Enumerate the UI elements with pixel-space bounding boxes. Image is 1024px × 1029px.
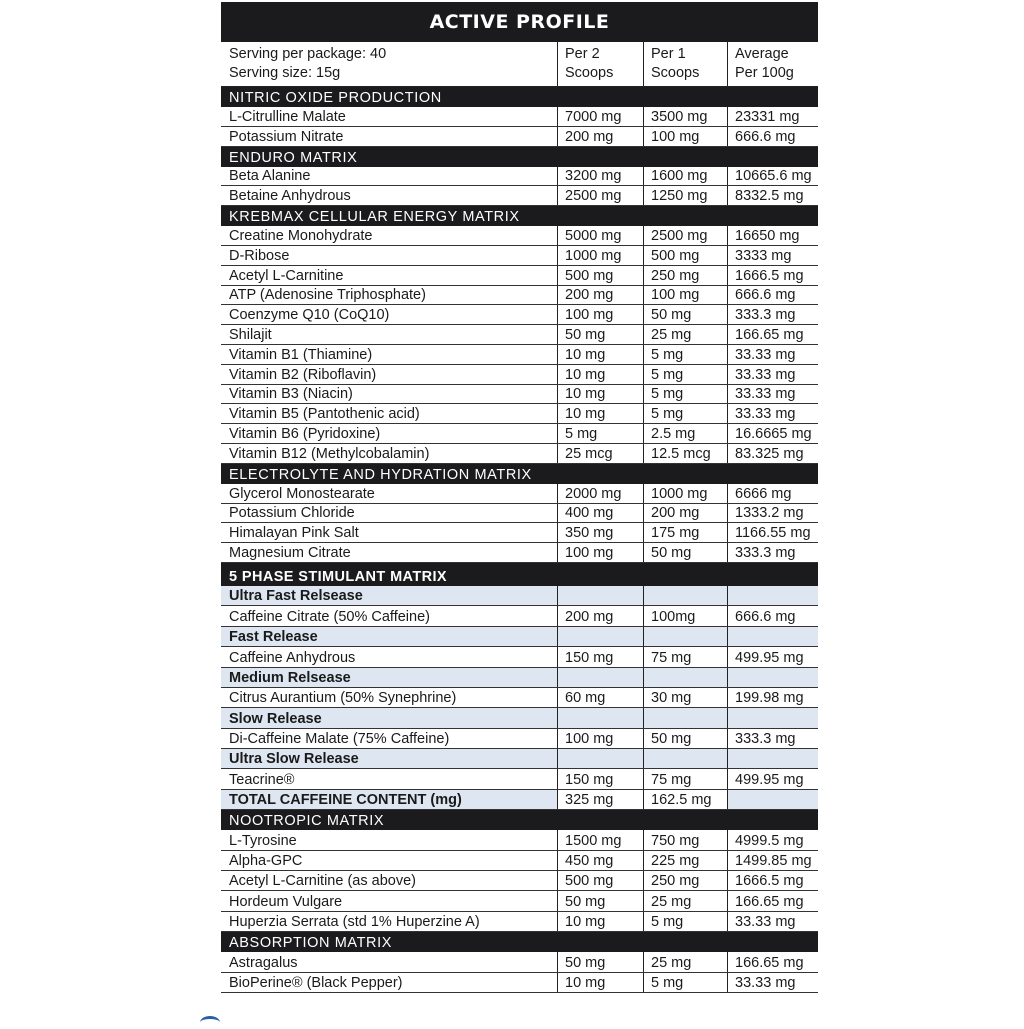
per-100g-value: 8332.5 mg	[727, 186, 818, 205]
per-1-scoop-value: 75 mg	[643, 769, 727, 788]
ingredient-row	[221, 830, 818, 850]
ingredient-row	[221, 729, 818, 749]
release-phase-row	[221, 749, 818, 769]
per-100g-value: 166.65 mg	[727, 325, 818, 344]
per-2-scoops-value	[557, 749, 643, 768]
per-2-scoops-value	[557, 586, 643, 605]
per-1-scoop-value: 5 mg	[643, 365, 727, 384]
ingredient-name: L-Tyrosine	[229, 832, 297, 849]
ingredient-row	[221, 167, 818, 187]
per-1-scoop-value	[643, 627, 727, 646]
ingredient-name: TOTAL CAFFEINE CONTENT (mg)	[221, 790, 557, 809]
per-100g-value	[727, 586, 818, 605]
ingredient-row	[221, 543, 818, 563]
per-2-scoops-value: 100 mg	[557, 729, 643, 748]
per-2-scoops-value: 500 mg	[557, 871, 643, 890]
per-2-scoops-value: 200 mg	[557, 127, 643, 146]
ingredient-name: Coenzyme Q10 (CoQ10)	[229, 307, 390, 324]
per-100g-value: 166.65 mg	[727, 952, 818, 971]
ingredient-row	[221, 107, 818, 127]
per-2-scoops-value: 1500 mg	[557, 830, 643, 849]
per-100g-value: 166.65 mg	[727, 891, 818, 910]
ingredient-row	[221, 365, 818, 385]
per-1-scoop-value	[643, 586, 727, 605]
per-1-scoop-value: 200 mg	[643, 504, 727, 523]
per-1-scoop-value: 25 mg	[643, 325, 727, 344]
per-2-scoops-value: 7000 mg	[557, 107, 643, 126]
per-1-scoop-value: 30 mg	[643, 688, 727, 707]
per-1-scoop-value: 250 mg	[643, 871, 727, 890]
section-header: 5 PHASE STIMULANT MATRIX	[221, 563, 818, 586]
per-2-scoops-value: 5000 mg	[557, 226, 643, 245]
col-header-line: Per 100g	[735, 65, 794, 81]
ingredient-row	[221, 891, 818, 911]
per-2-scoops-value: 400 mg	[557, 504, 643, 523]
ingredient-row	[221, 769, 818, 789]
serving-size: Serving size: 15g	[229, 65, 341, 81]
section-header: KREBMAX CELLULAR ENERGY MATRIX	[221, 206, 818, 226]
per-100g-value: 666.6 mg	[727, 606, 818, 625]
per-2-scoops-value: 150 mg	[557, 647, 643, 666]
per-1-scoop-value: 225 mg	[643, 851, 727, 870]
per-100g-value: 499.95 mg	[727, 769, 818, 788]
col-header-line: Scoops	[651, 65, 700, 81]
release-phase-row	[221, 668, 818, 688]
per-2-scoops-value	[557, 627, 643, 646]
ingredient-name: Glycerol Monostearate	[229, 485, 375, 502]
per-2-scoops-value: 100 mg	[557, 305, 643, 324]
ingredient-name: Vitamin B6 (Pyridoxine)	[229, 425, 381, 442]
per-2-scoops-value: 2500 mg	[557, 186, 643, 205]
ingredient-name: Acetyl L-Carnitine (as above)	[229, 873, 416, 890]
ingredient-name: Astragalus	[229, 954, 298, 971]
ingredient-row	[221, 871, 818, 891]
ingredient-row	[221, 266, 818, 286]
per-2-scoops-value: 10 mg	[557, 385, 643, 404]
per-1-scoop-value: 50 mg	[643, 305, 727, 324]
per-2-scoops-value: 60 mg	[557, 688, 643, 707]
per-1-scoop-value	[643, 708, 727, 727]
ingredient-name: L-Citrulline Malate	[229, 108, 346, 125]
ingredient-name: Ultra Fast Relsease	[229, 588, 363, 605]
per-100g-value	[727, 790, 818, 809]
ingredient-name: Citrus Aurantium (50% Synephrine)	[229, 690, 457, 707]
ingredient-row	[221, 325, 818, 345]
ingredient-name: Di-Caffeine Malate (75% Caffeine)	[229, 731, 450, 748]
per-100g-value: 333.3 mg	[727, 543, 818, 562]
per-2-scoops-value: 200 mg	[557, 286, 643, 305]
per-100g-value: 16650 mg	[727, 226, 818, 245]
per-1-scoop-value: 1600 mg	[643, 167, 727, 186]
per-100g-value: 33.33 mg	[727, 404, 818, 423]
sections-container	[221, 87, 818, 993]
per-1-scoop-value: 5 mg	[643, 385, 727, 404]
per-1-scoop-value: 12.5 mcg	[643, 444, 727, 463]
section-header: NOOTROPIC MATRIX	[221, 810, 818, 830]
logo-fragment	[200, 1016, 220, 1029]
col-header-line: Per 1	[651, 46, 686, 62]
ingredient-name: Vitamin B2 (Riboflavin)	[229, 366, 377, 383]
per-100g-value: 23331 mg	[727, 107, 818, 126]
ingredient-row	[221, 952, 818, 972]
ingredient-name: Fast Release	[229, 629, 318, 646]
ingredient-name: Creatine Monohydrate	[229, 227, 373, 244]
serving-header	[221, 42, 818, 87]
per-2-scoops-value: 150 mg	[557, 769, 643, 788]
ingredient-row	[221, 504, 818, 524]
per-1-scoop-value: 1250 mg	[643, 186, 727, 205]
ingredient-name: Hordeum Vulgare	[229, 893, 343, 910]
per-100g-value: 499.95 mg	[727, 647, 818, 666]
ingredient-name: Vitamin B1 (Thiamine)	[229, 346, 373, 363]
ingredient-name: Magnesium Citrate	[229, 544, 351, 561]
per-2-scoops-value: 10 mg	[557, 973, 643, 992]
per-100g-value: 1166.55 mg	[727, 523, 818, 542]
per-1-scoop-value: 75 mg	[643, 647, 727, 666]
per-100g-value: 3333 mg	[727, 246, 818, 265]
per-2-scoops-value: 10 mg	[557, 345, 643, 364]
ingredient-row	[221, 606, 818, 626]
per-2-scoops-value: 100 mg	[557, 543, 643, 562]
col-header-line: Scoops	[565, 65, 614, 81]
per-100g-value	[727, 749, 818, 768]
per-1-scoop-value: 175 mg	[643, 523, 727, 542]
ingredient-name: Acetyl L-Carnitine	[229, 267, 344, 284]
release-phase-row	[221, 708, 818, 728]
section-header: NITRIC OXIDE PRODUCTION	[221, 87, 818, 107]
ingredient-name: Slow Release	[229, 710, 322, 727]
per-2-scoops-value	[557, 668, 643, 687]
per-2-scoops-value: 25 mcg	[557, 444, 643, 463]
section-header: ABSORPTION MATRIX	[221, 932, 818, 952]
per-100g-value: 10665.6 mg	[727, 167, 818, 186]
per-2-scoops-value: 10 mg	[557, 365, 643, 384]
per-1-scoop-value: 5 mg	[643, 912, 727, 931]
per-2-scoops-value: 10 mg	[557, 912, 643, 931]
per-2-scoops-value: 350 mg	[557, 523, 643, 542]
per-1-scoop-value: 25 mg	[643, 891, 727, 910]
ingredient-row	[221, 523, 818, 543]
ingredient-row	[221, 345, 818, 365]
ingredient-name: Caffeine Anhydrous	[229, 649, 356, 666]
ingredient-row	[221, 305, 818, 325]
per-100g-value: 83.325 mg	[727, 444, 818, 463]
per-1-scoop-value: 1000 mg	[643, 484, 727, 503]
per-2-scoops-value: 200 mg	[557, 606, 643, 625]
col-header-per-1-scoop	[643, 42, 727, 86]
per-1-scoop-value: 2500 mg	[643, 226, 727, 245]
per-2-scoops-value: 1000 mg	[557, 246, 643, 265]
ingredient-row	[221, 186, 818, 206]
section-header: ENDURO MATRIX	[221, 147, 818, 167]
per-1-scoop-value: 162.5 mg	[643, 790, 727, 809]
ingredient-row	[221, 912, 818, 932]
ingredient-name: Vitamin B12 (Methylcobalamin)	[229, 445, 430, 462]
col-header-line: Per 2	[565, 46, 600, 62]
per-2-scoops-value: 325 mg	[557, 790, 643, 809]
release-phase-row	[221, 586, 818, 606]
per-2-scoops-value: 50 mg	[557, 325, 643, 344]
per-1-scoop-value: 3500 mg	[643, 107, 727, 126]
ingredient-row	[221, 286, 818, 306]
per-100g-value: 33.33 mg	[727, 365, 818, 384]
col-header-line: Average	[735, 46, 789, 62]
ingredient-name: Vitamin B3 (Niacin)	[229, 386, 353, 403]
col-header-per-100g	[727, 42, 818, 86]
ingredient-row	[221, 424, 818, 444]
ingredient-row	[221, 226, 818, 246]
per-100g-value: 4999.5 mg	[727, 830, 818, 849]
ingredient-name: Himalayan Pink Salt	[229, 525, 359, 542]
per-100g-value: 33.33 mg	[727, 385, 818, 404]
ingredient-name: Huperzia Serrata (std 1% Huperzine A)	[229, 914, 480, 931]
per-100g-value	[727, 708, 818, 727]
ingredient-name: Vitamin B5 (Pantothenic acid)	[229, 406, 420, 423]
per-2-scoops-value: 3200 mg	[557, 167, 643, 186]
per-1-scoop-value: 750 mg	[643, 830, 727, 849]
ingredient-row	[221, 444, 818, 464]
per-1-scoop-value: 2.5 mg	[643, 424, 727, 443]
per-100g-value: 16.6665 mg	[727, 424, 818, 443]
per-2-scoops-value: 10 mg	[557, 404, 643, 423]
per-100g-value	[727, 668, 818, 687]
ingredient-row	[221, 404, 818, 424]
ingredient-row	[221, 688, 818, 708]
col-header-per-2-scoops	[557, 42, 643, 86]
servings-per-package: Serving per package: 40	[229, 46, 387, 62]
ingredient-row	[221, 851, 818, 871]
per-100g-value: 199.98 mg	[727, 688, 818, 707]
ingredient-name: Caffeine Citrate (50% Caffeine)	[229, 608, 430, 625]
ingredient-name: Beta Alanine	[229, 168, 311, 185]
per-2-scoops-value: 50 mg	[557, 891, 643, 910]
serving-info	[221, 42, 557, 86]
per-2-scoops-value: 2000 mg	[557, 484, 643, 503]
panel-title: ACTIVE PROFILE	[221, 2, 818, 42]
per-1-scoop-value	[643, 749, 727, 768]
per-100g-value: 33.33 mg	[727, 345, 818, 364]
ingredient-row	[221, 127, 818, 147]
per-100g-value: 1666.5 mg	[727, 266, 818, 285]
ingredient-name: ATP (Adenosine Triphosphate)	[229, 287, 426, 304]
per-100g-value: 333.3 mg	[727, 729, 818, 748]
per-1-scoop-value: 100mg	[643, 606, 727, 625]
supplement-facts-panel	[221, 2, 818, 993]
ingredient-name: D-Ribose	[229, 247, 290, 264]
per-1-scoop-value: 5 mg	[643, 345, 727, 364]
ingredient-name: Betaine Anhydrous	[229, 188, 351, 205]
per-100g-value: 33.33 mg	[727, 912, 818, 931]
ingredient-name: Teacrine®	[229, 771, 295, 788]
per-1-scoop-value	[643, 668, 727, 687]
release-phase-row	[221, 627, 818, 647]
per-2-scoops-value: 500 mg	[557, 266, 643, 285]
per-100g-value: 666.6 mg	[727, 286, 818, 305]
per-1-scoop-value: 25 mg	[643, 952, 727, 971]
ingredient-name: Alpha-GPC	[229, 853, 303, 870]
per-1-scoop-value: 250 mg	[643, 266, 727, 285]
per-2-scoops-value: 50 mg	[557, 952, 643, 971]
ingredient-row	[221, 973, 818, 993]
ingredient-name: Potassium Chloride	[229, 505, 355, 522]
per-2-scoops-value	[557, 708, 643, 727]
ingredient-name: BioPerine® (Black Pepper)	[229, 974, 403, 991]
per-1-scoop-value: 100 mg	[643, 127, 727, 146]
per-100g-value: 33.33 mg	[727, 973, 818, 992]
per-1-scoop-value: 500 mg	[643, 246, 727, 265]
per-100g-value: 6666 mg	[727, 484, 818, 503]
ingredient-row	[221, 246, 818, 266]
ingredient-name: Ultra Slow Release	[229, 751, 359, 768]
ingredient-row	[221, 647, 818, 667]
per-1-scoop-value: 5 mg	[643, 973, 727, 992]
per-1-scoop-value: 100 mg	[643, 286, 727, 305]
per-2-scoops-value: 5 mg	[557, 424, 643, 443]
per-2-scoops-value: 450 mg	[557, 851, 643, 870]
per-1-scoop-value: 5 mg	[643, 404, 727, 423]
ingredient-row	[221, 484, 818, 504]
per-1-scoop-value: 50 mg	[643, 543, 727, 562]
per-1-scoop-value: 50 mg	[643, 729, 727, 748]
per-100g-value: 1499.85 mg	[727, 851, 818, 870]
per-100g-value: 333.3 mg	[727, 305, 818, 324]
ingredient-name: Potassium Nitrate	[229, 128, 344, 145]
section-header: ELECTROLYTE AND HYDRATION MATRIX	[221, 464, 818, 484]
per-100g-value: 666.6 mg	[727, 127, 818, 146]
per-100g-value: 1666.5 mg	[727, 871, 818, 890]
ingredient-row	[221, 385, 818, 405]
ingredient-name: Shilajit	[229, 326, 272, 343]
total-row	[221, 790, 818, 810]
per-100g-value	[727, 627, 818, 646]
ingredient-name: Medium Relsease	[229, 669, 351, 686]
per-100g-value: 1333.2 mg	[727, 504, 818, 523]
